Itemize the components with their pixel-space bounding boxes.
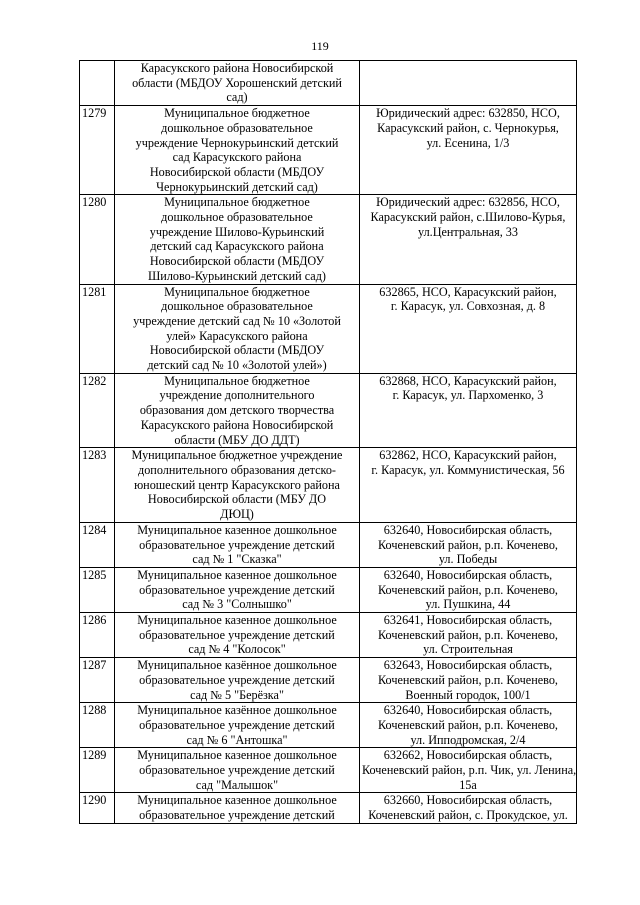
row-number-cell	[80, 61, 115, 106]
address-cell	[360, 106, 577, 195]
address-line: Коченевский район, р.п. Коченево,	[378, 537, 558, 552]
institution-name-cell	[115, 284, 360, 373]
institution-name-line: Муниципальное бюджетное	[164, 284, 310, 299]
institution-name-cell	[115, 373, 360, 448]
address-cell	[360, 658, 577, 703]
institution-name-line: Новосибирской области (МБУ ДО	[147, 492, 327, 507]
address-line: 632643, Новосибирская область,	[383, 658, 553, 673]
institution-name-line: сад Карасукского района	[172, 150, 302, 165]
address-line: Коченевский район, р.п. Коченево,	[378, 582, 558, 597]
row-number-cell: 1279	[80, 106, 115, 195]
address-line: ул. Ипподромская, 2/4	[410, 732, 526, 747]
institution-name-line: области (МБДОУ Хорошенский детский	[132, 75, 342, 90]
address-line: Юридический адрес: 632856, НСО,	[376, 195, 560, 210]
address-line: 632640, Новосибирская область,	[383, 703, 553, 718]
institution-name-cell	[115, 522, 360, 567]
institution-name-cell	[115, 448, 360, 523]
institution-name-line: образовательное учреждение детский	[139, 537, 335, 552]
institution-name-line: ДЮЦ)	[220, 507, 254, 522]
row-number-cell: 1283	[80, 448, 115, 523]
address-cell	[360, 373, 577, 448]
institution-name-line: дошкольное образовательное	[161, 120, 313, 135]
institutions-table	[79, 60, 577, 824]
institution-name-line: Шилово-Курьинский детский сад)	[148, 268, 326, 283]
institution-name-line: образовательное учреждение детский	[139, 808, 335, 823]
institution-name-line: Новосибирской области (МБДОУ	[149, 343, 325, 358]
address-line: 632641, Новосибирская область,	[383, 613, 553, 628]
row-number-cell: 1290	[80, 793, 115, 823]
institution-name-line: Муниципальное казенное дошкольное	[137, 613, 337, 628]
institution-name-cell	[115, 748, 360, 793]
institution-name-line: сад № 6 "Антошка"	[186, 732, 288, 747]
institution-name-line: Новосибирской области (МБДОУ	[149, 254, 325, 269]
institution-name-line: образовательное учреждение детский	[139, 672, 335, 687]
address-line: Военный городок, 100/1	[405, 687, 531, 702]
institution-name-line: Муниципальное бюджетное	[164, 195, 310, 210]
address-cell	[360, 793, 577, 823]
address-cell	[360, 448, 577, 523]
row-number-cell: 1285	[80, 567, 115, 612]
institution-name-line: сад "Малышок"	[195, 777, 279, 792]
address-cell	[360, 613, 577, 658]
institution-name-line: Муниципальное казённое дошкольное	[137, 703, 337, 718]
address-line: 632865, НСО, Карасукский район,	[379, 284, 557, 299]
address-line: 632640, Новосибирская область,	[383, 522, 553, 537]
table-row	[80, 373, 577, 448]
table-row	[80, 106, 577, 195]
institution-name-line: сад № 3 "Солнышко"	[182, 597, 292, 612]
address-cell	[360, 703, 577, 748]
row-number-cell: 1288	[80, 703, 115, 748]
institution-name-line: дошкольное образовательное	[161, 210, 313, 225]
address-line: 632868, НСО, Карасукский район,	[379, 373, 557, 388]
address-line: г. Карасук, ул. Коммунистическая, 56	[371, 462, 565, 477]
address-line: ул. Есенина, 1/3	[426, 135, 510, 150]
address-line: г. Карасук, ул. Пархоменко, 3	[392, 388, 544, 403]
table-row	[80, 613, 577, 658]
address-cell	[360, 61, 577, 106]
table-row	[80, 284, 577, 373]
row-number-cell: 1281	[80, 284, 115, 373]
address-line: Коченевский район, с. Прокудское, ул.	[368, 808, 568, 823]
institution-name-cell	[115, 613, 360, 658]
row-number-cell: 1286	[80, 613, 115, 658]
table-body	[80, 61, 577, 824]
institution-name-line: Муниципальное казенное дошкольное	[137, 748, 337, 763]
institution-name-line: образовательное учреждение детский	[139, 717, 335, 732]
address-line: ул. Строительная	[423, 642, 513, 657]
table-row	[80, 567, 577, 612]
institution-name-line: Чернокурьинский детский сад)	[156, 179, 318, 194]
address-line: Карасукский район, с.Шилово-Курья,	[370, 210, 566, 225]
table-row	[80, 522, 577, 567]
institution-name-cell	[115, 195, 360, 284]
institution-name-line: сад № 1 "Сказка"	[192, 552, 282, 567]
institution-name-line: учреждение детский сад № 10 «Золотой	[133, 313, 341, 328]
institution-name-line: Муниципальное казенное дошкольное	[137, 793, 337, 808]
address-cell	[360, 195, 577, 284]
address-cell	[360, 748, 577, 793]
institution-name-line: улей» Карасукского района	[166, 328, 308, 343]
table-row	[80, 703, 577, 748]
institution-name-line: Муниципальное бюджетное	[164, 373, 310, 388]
institution-name-line: учреждение Шилово-Курьинский	[149, 224, 325, 239]
institution-name-line: образовательное учреждение детский	[139, 763, 335, 778]
institution-name-line: образовательное учреждение детский	[139, 627, 335, 642]
institution-name-line: Муниципальное бюджетное учреждение	[131, 448, 343, 463]
address-line: 632640, Новосибирская область,	[383, 567, 553, 582]
institution-name-line: Муниципальное казенное дошкольное	[137, 567, 337, 582]
address-cell	[360, 284, 577, 373]
institution-name-line: юношеский центр Карасукского района	[134, 477, 340, 492]
institution-name-cell	[115, 106, 360, 195]
institution-name-line: Муниципальное казенное дошкольное	[137, 522, 337, 537]
institution-name-line: образовательное учреждение детский	[139, 582, 335, 597]
address-cell	[360, 567, 577, 612]
institution-name-line: Новосибирской области (МБДОУ	[149, 164, 325, 179]
address-line: ул. Победы	[438, 552, 498, 567]
address-line: Коченевский район, р.п. Коченево,	[378, 717, 558, 732]
address-line: 632660, Новосибирская область,	[383, 793, 553, 808]
institution-name-line: области (МБУ ДО ДДТ)	[174, 432, 300, 447]
address-line: 15а	[459, 777, 477, 792]
institution-name-cell	[115, 61, 360, 106]
institution-name-line: Карасукского района Новосибирской	[140, 61, 334, 75]
institution-name-line: детский сад Карасукского района	[150, 239, 324, 254]
institution-name-line: Карасукского района Новосибирской	[140, 417, 334, 432]
row-number-cell: 1287	[80, 658, 115, 703]
table-row	[80, 658, 577, 703]
address-line: Юридический адрес: 632850, НСО,	[376, 106, 560, 121]
institution-name-cell	[115, 567, 360, 612]
table-row	[80, 793, 577, 823]
page-number: 119	[311, 39, 329, 53]
address-line: Коченевский район, р.п. Коченево,	[378, 627, 558, 642]
address-line: ул. Пушкина, 44	[425, 597, 511, 612]
address-line: ул.Центральная, 33	[418, 224, 518, 239]
institution-name-line: Муниципальное казённое дошкольное	[137, 658, 337, 673]
institution-name-cell	[115, 658, 360, 703]
table-row	[80, 448, 577, 523]
table-row	[80, 748, 577, 793]
table-row	[80, 195, 577, 284]
institution-name-line: сад)	[226, 90, 248, 105]
institution-name-line: учреждение дополнительного	[159, 388, 315, 403]
row-number-cell: 1284	[80, 522, 115, 567]
institution-name-line: дополнительного образования детско-	[138, 462, 336, 477]
address-line: Коченевский район, р.п. Коченево,	[378, 672, 558, 687]
address-line: 632862, НСО, Карасукский район,	[379, 448, 557, 463]
institution-name-line: образования дом детского творчества	[139, 403, 335, 418]
address-cell	[360, 522, 577, 567]
address-line: 632662, Новосибирская область,	[383, 748, 553, 763]
address-line: г. Карасук, ул. Совхозная, д. 8	[390, 299, 546, 314]
institution-name-line: Муниципальное бюджетное	[164, 106, 310, 121]
row-number-cell: 1289	[80, 748, 115, 793]
institution-name-line: учреждение Чернокурьинский детский	[135, 135, 339, 150]
institution-name-line: сад № 5 "Берёзка"	[190, 687, 284, 702]
institution-name-line: сад № 4 "Колосок"	[188, 642, 286, 657]
institution-name-cell	[115, 793, 360, 823]
institution-name-cell	[115, 703, 360, 748]
row-number-cell: 1282	[80, 373, 115, 448]
institution-name-line: дошкольное образовательное	[161, 299, 313, 314]
row-number-cell: 1280	[80, 195, 115, 284]
address-line: Коченевский район, р.п. Чик, ул. Ленина,	[362, 763, 577, 778]
table-row	[80, 61, 577, 106]
address-line: Карасукский район, с. Чернокурья,	[377, 120, 559, 135]
institution-name-line: детский сад № 10 «Золотой улей»)	[147, 358, 327, 373]
